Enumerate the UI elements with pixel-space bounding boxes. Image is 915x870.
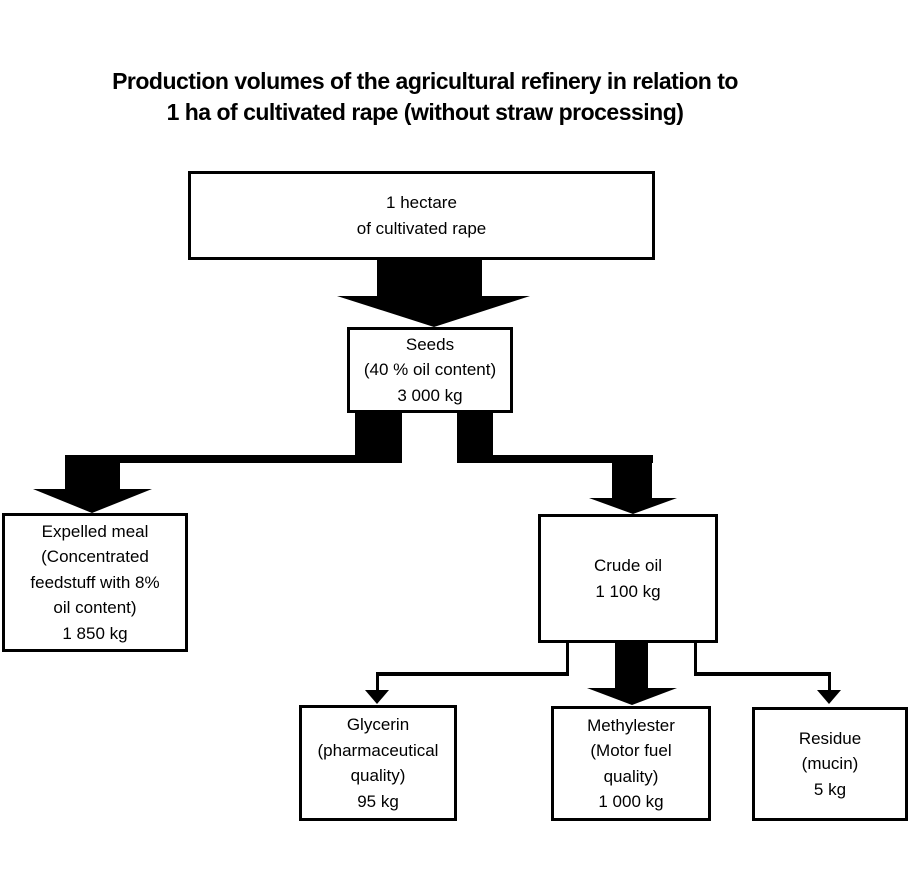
node-residue [752,707,908,821]
node-expelled-meal-line: oil content) [53,598,137,618]
node-expelled-meal-line: (Concentrated [41,547,149,567]
arrow-seeds-to-crude-head-icon [589,498,677,514]
diagram-title-line1: Production volumes of the agricultural refinery in relation to [112,68,738,94]
arrow-seeds-to-meal-head-icon [33,489,152,513]
node-methylester [551,706,711,821]
diagram-title-line2: 1 ha of cultivated rape (without straw processing) [166,99,684,125]
node-methylester-line: (Motor fuel [590,741,672,760]
node-glycerin-line: Glycerin [346,715,410,734]
node-hectare-line: 1 hectare [386,193,457,212]
node-expelled-meal-line: Expelled meal [41,521,149,541]
arrow-crude-to-methylester-stem [615,642,648,690]
diagram-title [35,66,815,128]
node-glycerin-line: 95 kg [357,791,399,811]
node-residue-line: 5 kg [813,779,847,799]
node-residue-line: Residue [798,728,862,748]
node-crude-oil-line: 1 100 kg [595,581,661,601]
arrow-crude-to-glycerin-drop [376,672,379,691]
node-crude-oil-line: Crude oil [593,556,663,575]
node-methylester-line: 1 000 kg [598,792,664,811]
node-crude-oil [538,514,718,643]
arrow-crude-to-residue-line [694,642,697,675]
arrow-crude-to-glycerin-head-icon [365,690,389,704]
node-expelled-meal-line: 1 850 kg [62,623,128,643]
arrow-crude-to-residue-head-icon [817,690,841,704]
node-glycerin-line: (pharmaceutical [317,740,439,760]
arrow-crude-to-glycerin-line [566,642,569,675]
arrow-crude-to-residue-crossline [694,672,831,676]
node-expelled-meal [2,513,188,652]
arrow-crude-to-methylester-head-icon [587,688,677,705]
arrow-hectare-to-seeds-stem [377,259,482,298]
node-methylester-line: quality) [603,766,659,786]
arrow-seeds-to-meal-stem [355,412,402,459]
node-seeds-line: Seeds [405,334,455,354]
arrow-crude-to-residue-drop [828,672,831,691]
node-seeds [347,327,513,413]
arrow-crude-to-glycerin-crossline [376,672,569,676]
node-glycerin-line: quality) [350,766,406,785]
node-glycerin [299,705,457,821]
arrow-seeds-to-meal-drop [65,455,120,491]
node-expelled-meal-line: feedstuff with 8% [30,572,160,592]
node-seeds-line: 3 000 kg [397,385,463,405]
arrow-seeds-to-crude-stem [457,412,493,459]
node-residue-line: (mucin) [801,754,859,774]
node-methylester-line: Methylester [587,715,675,735]
arrow-hectare-to-seeds-head-icon [337,296,530,327]
node-seeds-line: (40 % oil content) [363,360,497,380]
node-hectare-line: of cultivated rape [356,218,487,238]
node-hectare [188,171,655,260]
arrow-seeds-to-crude-drop [612,455,652,500]
